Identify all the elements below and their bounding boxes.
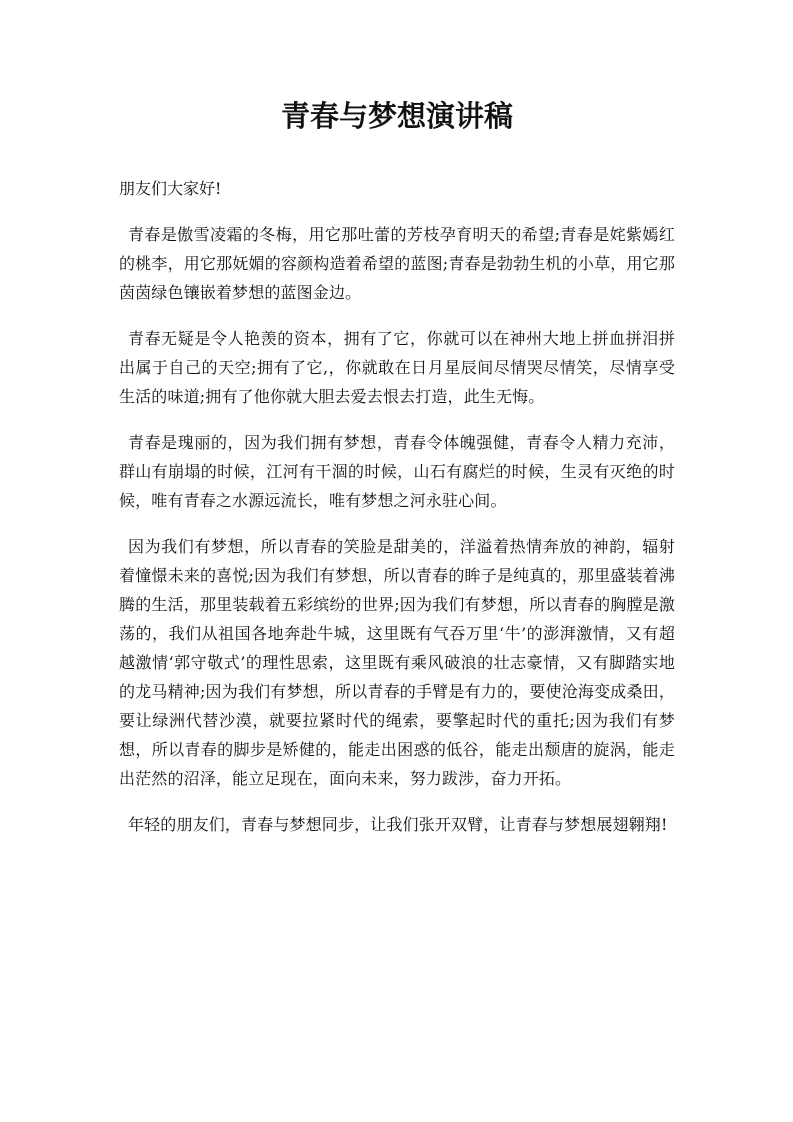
paragraph-1: 青春是傲雪凌霜的冬梅，用它那吐蕾的芳枝孕育明天的希望;青春是姹紫嫣红的桃李，用它那妩媚的容颜构造着希望的蓝图;青春是勃勃生机的小草，用它那茵茵绿色镶嵌着梦想的蓝图金边。 [119,225,675,302]
paragraph-5: 年轻的朋友们，青春与梦想同步，让我们张开双臂，让青春与梦想展翅翱翔! [128,815,668,834]
paragraph-4: 因为我们有梦想，所以青春的笑脸是甜美的，洋溢着热情奔放的神韵，辐射着憧憬未来的喜悦;因为我们有梦想，所以青春的眸子是纯真的，那里盛装着沸腾的生活，那里装载着五彩缤纷的世界;因为我们有梦想，所以青春的胸膛是激荡的，我们从祖国各地奔赴牛城，这里既有气吞万里‘牛’的澎湃激情，又有超越激情‘郭守敬式’的理性思索，这里既有乘风破浪的壮志豪情，又有脚踏实地的龙马精神;因为我们有梦想，所以青春的手臂是有力的，要使沧海变成桑田，要让绿洲代替沙漠，就要拉紧时代的绳索，要擎起时代的重托;因为我们有梦想，所以青春的脚步是矫健的，能走出困惑的低谷，能走出颓唐的旋涡，能走出茫然的沼泽，能立足现在，面向未来，努力跋涉，奋力开拓。 [119,537,675,788]
document-title: 青春与梦想演讲稿 [280,99,513,133]
greeting: 朋友们大家好! [119,179,222,198]
paragraph-2: 青春无疑是令人艳羡的资本，拥有了它，你就可以在神州大地上拼血拼泪拼出属于自己的天空;拥有了它,，你就敢在日月星辰间尽情哭尽情笑，尽情享受生活的味道;拥有了他你就大胆去爱去恨去打造，此生无悔。 [119,329,675,406]
paragraph-3: 青春是瑰丽的，因为我们拥有梦想，青春令体魄强健，青春令人精力充沛，群山有崩塌的时候，江河有干涸的时候，山石有腐烂的时候，生灵有灭绝的时候，唯有青春之水源远流长，唯有梦想之河永驻心间。 [119,433,675,510]
